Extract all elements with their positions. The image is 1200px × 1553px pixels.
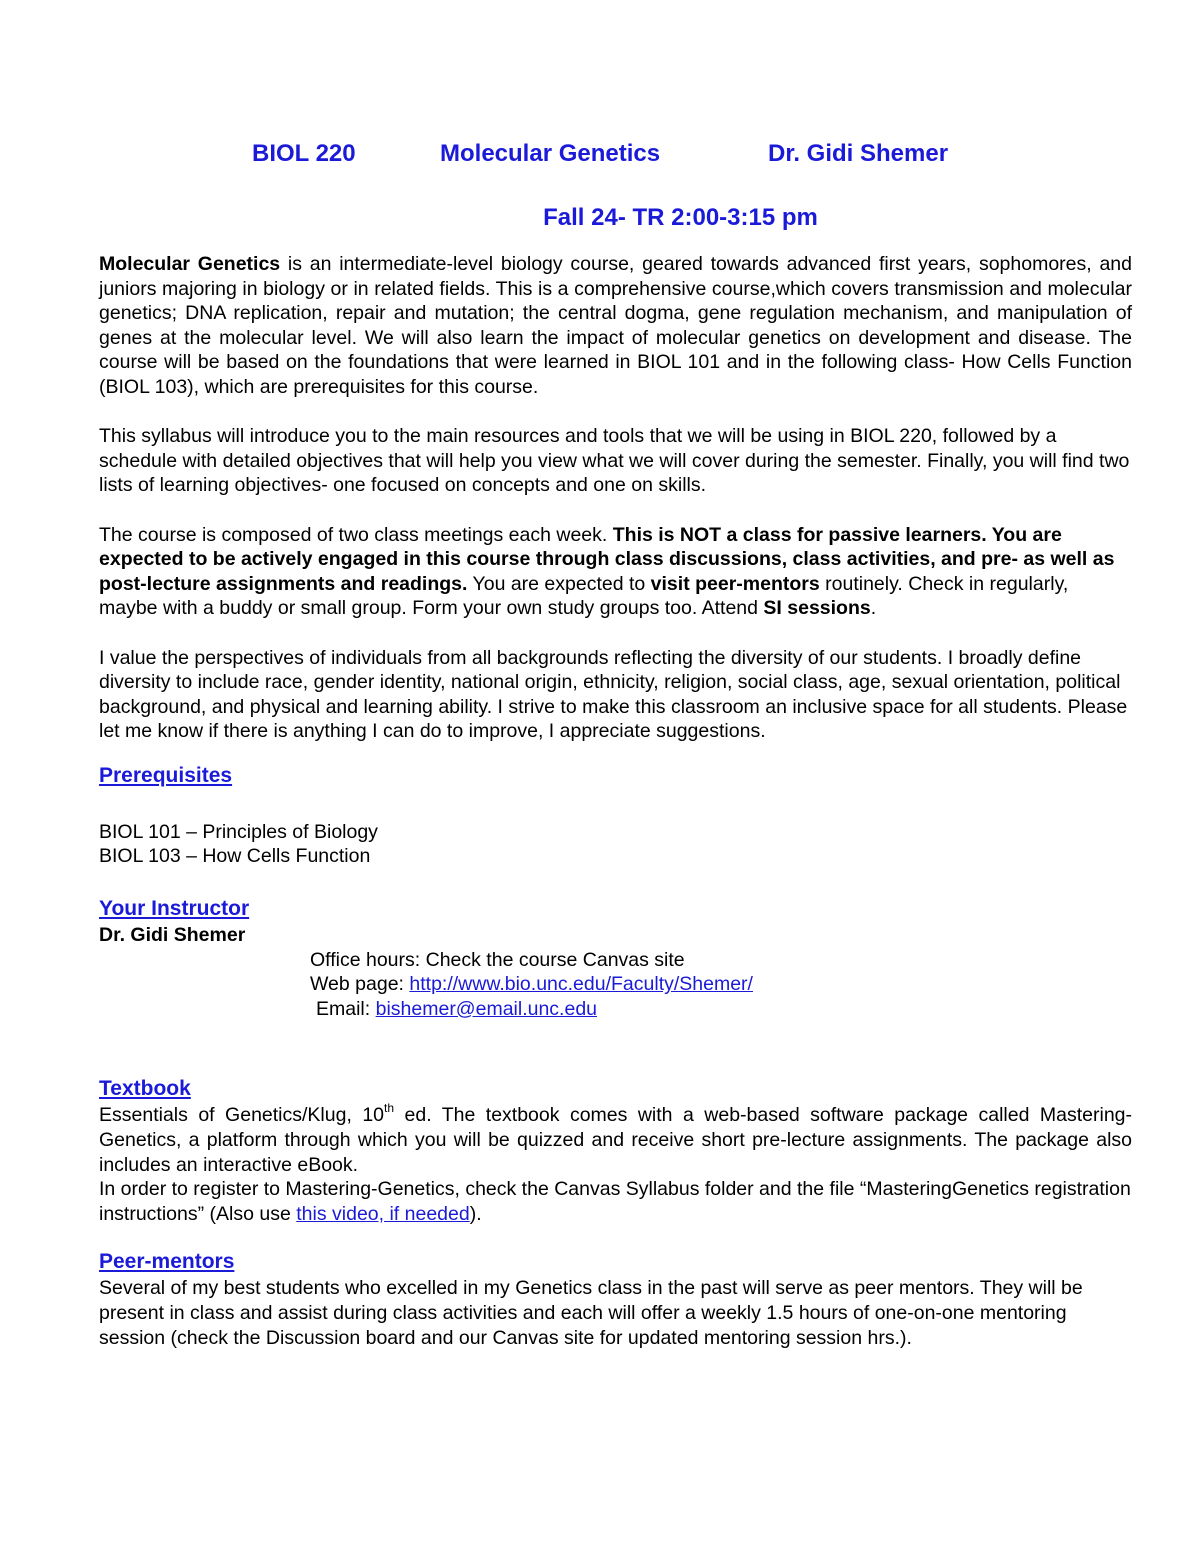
peer-mentors-heading: Peer-mentors [99, 1250, 235, 1274]
instructor-heading: Your Instructor [99, 897, 250, 921]
peer-mentors-text: Several of my best students who excelled in my Genetics class in the past will serve as peer mentors. They will be present in class and assist during class activities and each will offer a weekly 1.5 hours of one-on-one mentoring session (check the Discussion board and our Canvas site for updated mentoring session hrs.). [99, 1277, 1083, 1349]
instructor-title: Dr. Gidi Shemer [768, 140, 949, 167]
video-link[interactable]: this video, if needed [296, 1202, 470, 1225]
web-page-link[interactable]: http://www.bio.unc.edu/Faculty/Shemer/ [409, 973, 753, 996]
prerequisite-item: BIOL 101 – Principles of Biology [99, 820, 378, 843]
intro-paragraph-3: The course is composed of two class meetings each week. This is NOT a class for passive learners. You are expected to be actively engaged in this course through class discussions, class activities, and pre- as well as post-lecture assignments and readings. You are expected to visit peer-mentors routinely. Check in regularly, maybe with a buddy or small group. Form your own study groups too. Attend SI sessions. [99, 523, 1115, 620]
instructor-name: Dr. Gidi Shemer [99, 924, 246, 947]
intro-paragraph-1: Molecular Genetics is an intermediate-level biology course, geared towards advanced first years, sophomores, and juniors majoring in biology or in related fields. This is a comprehensive course,which covers transmission and molecular genetics; DNA replication, repair and mutation; the central dogma, gene regulation mechanism, and manipulation of genes at the molecular level. We will also learn the impact of molecular genetics on development and disease. The course will be based on the foundations that were learned in BIOL 101 and in the following class- How Cells Function (BIOL 103), which are prerequisites for this course. [99, 253, 1132, 398]
course-name: Molecular Genetics [440, 140, 661, 167]
instructor-contact [99, 948, 1132, 1022]
syllabus-page [99, 142, 1132, 1350]
course-code: BIOL 220 [252, 140, 356, 167]
diversity-paragraph: I value the perspectives of individuals from all backgrounds reflecting the diversity of our students. I broadly define diversity to include race, gender identity, national origin, ethnicity, religion, social class, age, sexual orientation, political background, and physical and learning ability. I strive to make this classroom an inclusive space for all students. Please let me know if there is anything I can do to improve, I appreciate suggestions. [99, 646, 1128, 743]
registration-instructions: In order to register to Mastering-Genetics, check the Canvas Syllabus folder and the file “MasteringGenetics registration instructions” (Also use this video, if needed). [99, 1178, 1131, 1225]
intro-paragraph-2: This syllabus will introduce you to the main resources and tools that we will be using in BIOL 220, followed by a schedule with detailed objectives that will help you view what we will cover during the semester. Finally, you will find two lists of learning objectives- one focused on concepts and one on skills. [99, 425, 1130, 497]
web-page-line: Web page: http://www.bio.unc.edu/Faculty/Shemer/ [310, 973, 753, 996]
prerequisites-heading: Prerequisites [99, 763, 233, 787]
prerequisite-item: BIOL 103 – How Cells Function [99, 845, 371, 868]
intro-bold-title: Molecular Genetics [99, 253, 281, 275]
course-term: Fall 24- TR 2:00-3:15 pm [543, 204, 818, 231]
textbook-description: Essentials of Genetics/Klug, 10th ed. The textbook comes with a web-based software package called Mastering-Genetics, a platform through which you will be quizzed and receive short pre-lecture assignments. The package also includes an interactive eBook. [99, 1101, 1133, 1176]
email-link[interactable]: bishemer@email.unc.edu [375, 997, 598, 1020]
course-title-row [99, 142, 1132, 176]
office-hours: Office hours: Check the course Canvas site [310, 948, 685, 971]
email-line: Email: bishemer@email.unc.edu [316, 997, 598, 1020]
textbook-heading: Textbook [99, 1077, 191, 1101]
